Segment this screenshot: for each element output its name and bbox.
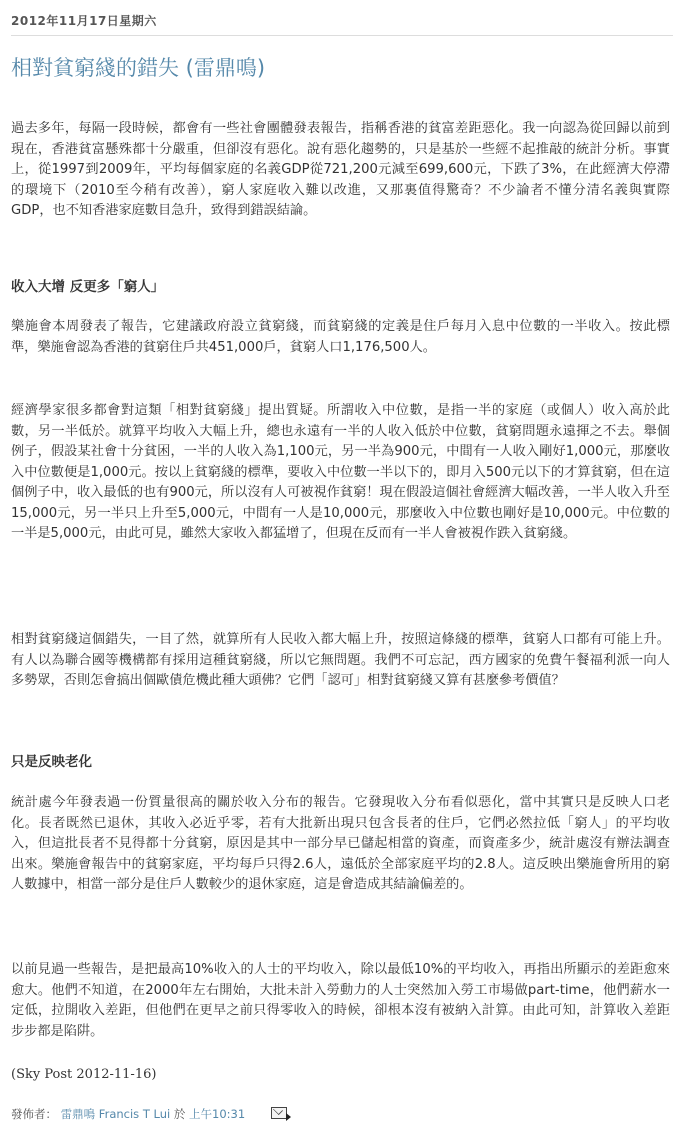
- author-link[interactable]: 雷鼎鳴 Francis T Lui: [60, 1107, 171, 1121]
- paragraph-2: 樂施會本周發表了報告，它建議政府設立貧窮綫，而貧窮綫的定義是住戶每月入息中位數的一半收入。按此標準，樂施會認為香港的貧窮住戶共451,000戶，貧窮人口1,176,500人。: [11, 319, 670, 355]
- heading-2: 只是反映老化: [11, 754, 92, 770]
- paragraph-6: 以前見過一些報告，是把最高10%收入的人士的平均收入，除以最低10%的平均收入，再指出所顯示的差距愈來愈大。他們不知道，在2000年左右開始，大批未計入勞動力的人士突然加入勞工市場做part-time，他們薪水一定低，拉開收入差距，但他們在更早之前只得零收入的時候，卻根本沒有被納入計算。由此可知，計算收入差距步步都是陷阱。: [11, 962, 670, 1039]
- post-date: 2012年11月17日星期六: [11, 14, 157, 28]
- email-post-icon[interactable]: [271, 1107, 287, 1119]
- date-divider: [11, 35, 673, 36]
- post-time-link[interactable]: 上午10:31: [189, 1107, 246, 1121]
- post-title[interactable]: 相對貧窮綫的錯失 (雷鼎鳴): [11, 56, 266, 80]
- post-footer: [11, 1106, 287, 1122]
- paragraph-4: 相對貧窮綫這個錯失，一目了然，就算所有人民收入都大幅上升，按照這條綫的標準，貧窮人口都有可能上升。有人以為聯合國等機構都有採用這種貧窮綫，所以它無問題。我們不可忘記，西方國家的免費午餐福利派一向人多勢眾，否則怎會搞出個歐債危機此種大頭佛？它們「認可」相對貧窮綫又算有甚麼參考價值？: [11, 632, 670, 688]
- at-label: 於: [173, 1107, 186, 1121]
- paragraph-1: 過去多年，每隔一段時候，都會有一些社會團體發表報告，指稱香港的貧富差距惡化。我一向認為從回歸以前到現在，香港貧富懸殊都十分嚴重，但卻沒有惡化。說有惡化趨勢的，只是基於一些經不起推敲的統計分析。事實上，從1997到2009年，平均每個家庭的名義GDP從721,200元減至699,600元，下跌了3%，在此經濟大停滯的環境下（2010至今稍有改善），窮人家庭收入難以改進，又那裏值得驚奇？不少論者不懂分清名義與實際GDP，也不知香港家庭數目急升，致得到錯誤結論。: [11, 121, 670, 218]
- paragraph-5: 統計處今年發表過一份質量很高的關於收入分布的報告。它發現收入分布看似惡化，當中其實只是反映人口老化。長者既然已退休，其收入必近乎零，若有大批新出現只包含長者的住戶，它們必然拉低「窮人」的平均收入，但這批長者不見得都十分貧窮，原因是其中一部分早已儲起相當的資產，而資產多少，統計處沒有辦法調查出來。樂施會報告中的貧窮家庭，平均每戶只得2.6人，遠低於全部家庭平均的2.8人。這反映出樂施會所用的窮人數據中，相當一部分是住戶人數較少的退休家庭，這是會造成其結論偏差的。: [11, 795, 670, 892]
- heading-1: 收入大增 反更多「窮人」: [11, 279, 165, 295]
- paragraph-3: 經濟學家很多都會對這類「相對貧窮綫」提出質疑。所謂收入中位數，是指一半的家庭（或個人）收入高於此數，另一半低於。就算平均收入大幅上升，總也永遠有一半的人收入低於中位數，貧窮問題永遠揮之不去。舉個例子，假設某社會十分貧困，一半的人收入為1,100元，另一半為900元，中間有一人收入剛好1,000元，那麼收入中位數便是1,000元。按以上貧窮綫的標準，要收入中位數一半以下的，即月入500元以下的才算貧窮，但在這個例子中，收入最低的也有900元，所以沒有人可被視作貧窮！現在假設這個社會經濟大幅改善，一半人收入升至15,000元，另一半只上升至5,000元，中間有一人是10,000元，那麼收入中位數也剛好是10,000元。中位數的一半是5,000元，由此可見，雖然大家收入都猛增了，但現在反而有一半人會被視作跌入貧窮綫。: [11, 403, 670, 541]
- posted-by-label: 發佈者：: [11, 1107, 57, 1121]
- source-line: (Sky Post 2012-11-16): [11, 1067, 157, 1082]
